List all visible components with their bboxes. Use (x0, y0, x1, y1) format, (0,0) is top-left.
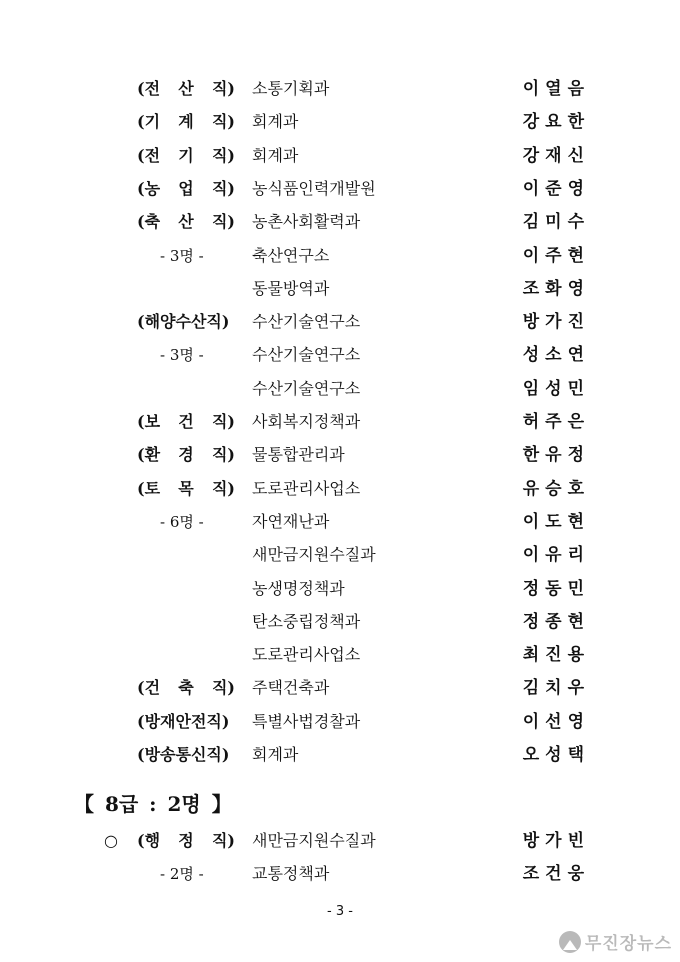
job-category-part: 축 (178, 678, 194, 698)
job-category-part: (방송통신직) (137, 745, 230, 764)
job-category-part: 직) (211, 445, 235, 465)
department: 회계과 (252, 112, 299, 132)
headcount: - 3명 - (160, 246, 204, 265)
department: 도로관리사업소 (252, 645, 361, 665)
job-category (137, 107, 235, 137)
personnel-row (0, 207, 680, 237)
person-name: 허주은 (522, 412, 590, 432)
personnel-row (0, 507, 680, 537)
job-category-part: 정 (178, 831, 194, 850)
watermark-text: 무진장뉴스 (584, 934, 672, 954)
person-name: 이열음 (522, 79, 590, 99)
job-category-part: 산 (178, 79, 194, 98)
job-category (137, 740, 229, 770)
job-category-part: 건 (178, 412, 194, 431)
personnel-row (0, 407, 680, 437)
job-category (137, 707, 229, 737)
person-name: 방가진 (522, 312, 590, 333)
personnel-row (0, 826, 680, 856)
personnel-row (0, 740, 680, 770)
job-category-part: (해양수산직) (137, 312, 230, 332)
department: 새만금지원수질과 (252, 831, 376, 850)
personnel-row (0, 673, 680, 703)
department: 소통기획과 (252, 79, 330, 98)
personnel-row (0, 640, 680, 670)
job-category (137, 207, 235, 237)
department: 물통합관리과 (252, 445, 345, 465)
job-category-part: 직) (211, 478, 235, 498)
department: 회계과 (252, 145, 299, 165)
person-name: 정동민 (522, 578, 590, 599)
job-category-part: 산 (178, 212, 194, 232)
mountain-logo-icon (559, 931, 581, 953)
personnel-row (0, 274, 680, 304)
job-category (137, 307, 229, 337)
person-name: 이도현 (522, 511, 590, 532)
department: 사회복지정책과 (252, 412, 361, 431)
department: 특별사법경찰과 (252, 711, 361, 731)
personnel-row (0, 174, 680, 204)
personnel-row (0, 474, 680, 504)
personnel-row (0, 141, 680, 171)
person-name: 이선영 (522, 711, 590, 732)
personnel-row (0, 340, 680, 370)
department: 회계과 (252, 745, 299, 764)
job-category-part: (전 (137, 79, 161, 98)
personnel-row (0, 307, 680, 337)
person-name: 성소연 (522, 345, 590, 366)
job-category-part: 직) (211, 831, 235, 850)
job-category-part: (기 (137, 112, 161, 132)
job-category-part: (행 (137, 831, 161, 850)
job-category-part: 직) (211, 79, 235, 98)
person-name: 조건웅 (522, 864, 590, 884)
department: 탄소중립정책과 (252, 611, 361, 631)
job-category-part: (건 (137, 678, 161, 698)
job-category (137, 141, 235, 171)
job-category-part: 업 (178, 178, 194, 198)
person-name: 김치우 (522, 678, 590, 699)
person-name: 오성택 (522, 745, 590, 765)
personnel-row (0, 540, 680, 570)
personnel-row (0, 374, 680, 404)
department: 자연재난과 (252, 511, 330, 531)
job-category (137, 826, 235, 856)
job-category-part: 기 (178, 145, 194, 165)
department: 농생명정책과 (252, 578, 345, 598)
section-heading: 【 8급 : 2명 】 (74, 792, 232, 816)
person-name: 조화영 (522, 278, 590, 299)
job-category-part: (보 (137, 412, 161, 431)
bullet-circle-icon: ○ (104, 831, 118, 850)
personnel-row (0, 74, 680, 104)
personnel-row (0, 707, 680, 737)
headcount: - 3명 - (160, 346, 204, 365)
person-name: 정종현 (522, 611, 590, 632)
department: 수산기술연구소 (252, 345, 361, 365)
department: 도로관리사업소 (252, 478, 361, 498)
job-category (137, 174, 235, 204)
job-category (137, 440, 235, 470)
page-number: - 3 - (327, 904, 353, 919)
department: 동물방역과 (252, 278, 330, 298)
job-category (137, 407, 235, 437)
job-category (137, 474, 235, 504)
job-category-part: (농 (137, 178, 161, 198)
watermark (559, 929, 672, 954)
person-name: 강요한 (522, 112, 590, 133)
department: 수산기술연구소 (252, 378, 361, 398)
job-category (137, 673, 235, 703)
department: 축산연구소 (252, 245, 330, 265)
person-name: 강재신 (522, 145, 590, 166)
job-category-part: 목 (178, 478, 194, 498)
department: 주택건축과 (252, 678, 330, 698)
personnel-row (0, 440, 680, 470)
job-category-part: 직) (211, 178, 235, 198)
job-category-part: 계 (178, 112, 194, 132)
department: 농촌사회활력과 (252, 212, 361, 232)
job-category-part: 직) (211, 145, 235, 165)
headcount: - 2명 - (160, 865, 204, 883)
job-category-part: (축 (137, 212, 161, 232)
headcount: - 6명 - (160, 512, 204, 531)
personnel-row (0, 859, 680, 889)
personnel-row (0, 607, 680, 637)
person-name: 유승호 (522, 478, 590, 499)
personnel-row (0, 241, 680, 271)
person-name: 최진용 (522, 645, 590, 666)
department: 새만금지원수질과 (252, 545, 376, 565)
job-category-part: (전 (137, 145, 161, 165)
job-category (137, 74, 235, 104)
person-name: 임성민 (522, 378, 590, 399)
person-name: 방가빈 (522, 831, 590, 851)
person-name: 한유정 (522, 445, 590, 466)
person-name: 이유리 (522, 545, 590, 566)
person-name: 이주현 (522, 245, 590, 266)
personnel-row (0, 107, 680, 137)
department: 농식품인력개발원 (252, 178, 376, 198)
job-category-part: (방재안전직) (137, 711, 230, 731)
person-name: 김미수 (522, 212, 590, 233)
job-category-part: 직) (211, 212, 235, 232)
job-category-part: 직) (211, 678, 235, 698)
job-category-part: (환 (137, 445, 161, 465)
person-name: 이준영 (522, 178, 590, 199)
department: 수산기술연구소 (252, 312, 361, 332)
personnel-row (0, 574, 680, 604)
job-category-part: (토 (137, 478, 161, 498)
department: 교통정책과 (252, 864, 330, 883)
job-category-part: 직) (211, 412, 235, 431)
job-category-part: 경 (178, 445, 194, 465)
job-category-part: 직) (211, 112, 235, 132)
